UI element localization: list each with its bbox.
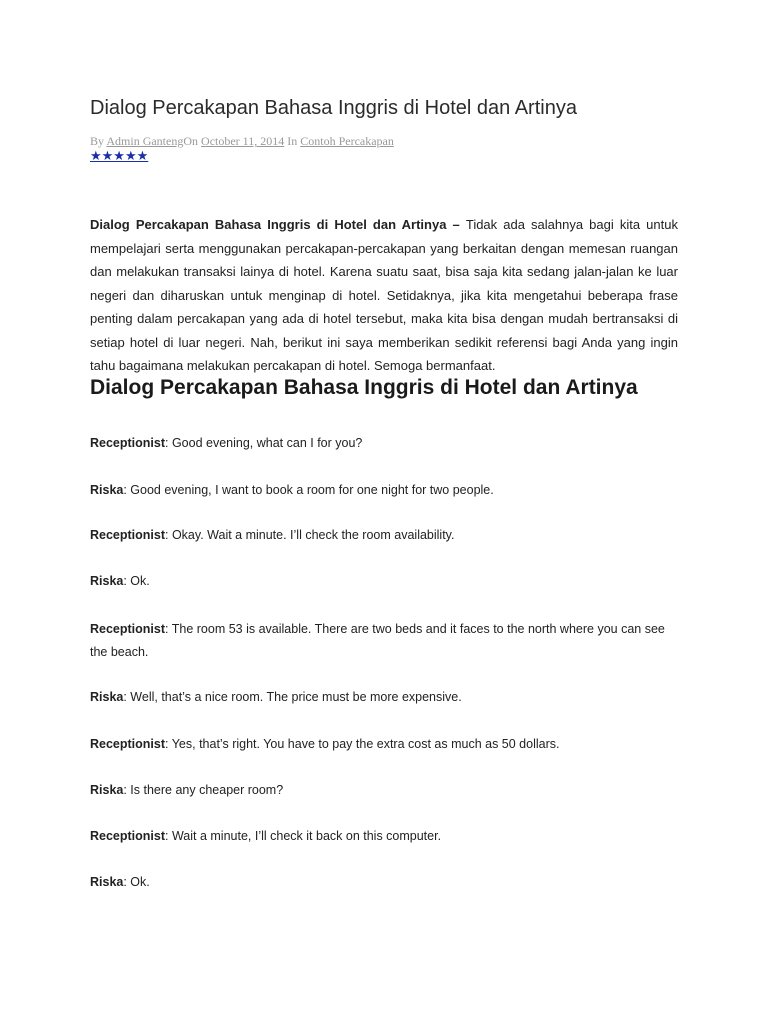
dialog-speaker: Riska — [90, 690, 124, 704]
dialog-speaker: Riska — [90, 483, 124, 497]
dialog-line — [90, 686, 678, 709]
intro-paragraph — [90, 213, 678, 378]
intro-text: Tidak ada salahnya bagi kita untuk mempelajari serta menggunakan percakapan-percakapan yang berkaitan dengan memesan ruangan dan melakukan transaksi lainya di hotel. Karena suatu saat, bisa saja kita sedang jalan-jalan ke luar negeri dan diharuskan untuk menginap di hotel. Setidaknya, jika kita mengetahui beberapa frase penting dalam percakapan yang ada di hotel tersebut, maka kita bisa dengan mudah bertransaksi di setiap hotel di luar negeri. Nah, berikut ini saya memberikan sedikit referensi bagi Anda yang ingin tahu bagaimana melakukan percakapan di hotel. Semoga bermanfaat. — [90, 217, 678, 373]
dialog-text: : Well, that’s a nice room. The price must be more expensive. — [123, 690, 462, 704]
dialog-speaker: Riska — [90, 875, 124, 889]
dialog-text: : Good evening, I want to book a room for one night for two people. — [123, 483, 494, 497]
dialog-line — [90, 779, 678, 802]
dialog-line — [90, 871, 678, 894]
dialog-text: : Is there any cheaper room? — [123, 783, 284, 797]
post-title: Dialog Percakapan Bahasa Inggris di Hotel dan Artinya — [90, 97, 577, 119]
dialog-line — [90, 479, 678, 502]
meta-on-label: On — [183, 134, 199, 148]
dialog-speaker: Receptionist — [90, 829, 166, 843]
dialog-line — [90, 570, 678, 593]
dialog-line — [90, 733, 678, 756]
dialog-line — [90, 825, 678, 848]
date-link[interactable]: October 11, 2014 — [201, 134, 285, 148]
meta-by-label: By — [90, 134, 105, 148]
dialog-speaker: Receptionist — [90, 436, 166, 450]
dialog-line — [90, 618, 678, 664]
dialog-speaker: Riska — [90, 574, 124, 588]
dialog-text: : Good evening, what can I for you? — [165, 436, 363, 450]
category-link[interactable]: Contoh Percakapan — [300, 134, 394, 148]
dialog-speaker: Receptionist — [90, 737, 166, 751]
dialog-text: : Yes, that’s right. You have to pay the extra cost as much as 50 dollars. — [165, 737, 560, 751]
intro-bold-lead: Dialog Percakapan Bahasa Inggris di Hotel dan Artinya — [90, 217, 447, 232]
dialog-speaker: Receptionist — [90, 622, 166, 636]
meta-in-label: In — [287, 134, 298, 148]
dialog-text: : Ok. — [123, 574, 150, 588]
star-rating[interactable]: ★★★★★ — [90, 148, 149, 163]
dialog-line — [90, 524, 678, 547]
post-meta — [90, 133, 394, 149]
dialog-text: : Okay. Wait a minute. I’ll check the room availability. — [165, 528, 455, 542]
dialog-text: : Wait a minute, I’ll check it back on this computer. — [165, 829, 442, 843]
author-link[interactable]: Admin Ganteng — [106, 134, 184, 148]
intro-dash: – — [446, 217, 466, 232]
dialog-text: : Ok. — [123, 875, 150, 889]
section-heading: Dialog Percakapan Bahasa Inggris di Hotel dan Artinya — [90, 376, 638, 399]
dialog-speaker: Riska — [90, 783, 124, 797]
dialog-text: : The room 53 is available. There are two beds and it faces to the north where you can see the beach. — [90, 622, 665, 659]
dialog-speaker: Receptionist — [90, 528, 166, 542]
dialog-line — [90, 432, 678, 455]
